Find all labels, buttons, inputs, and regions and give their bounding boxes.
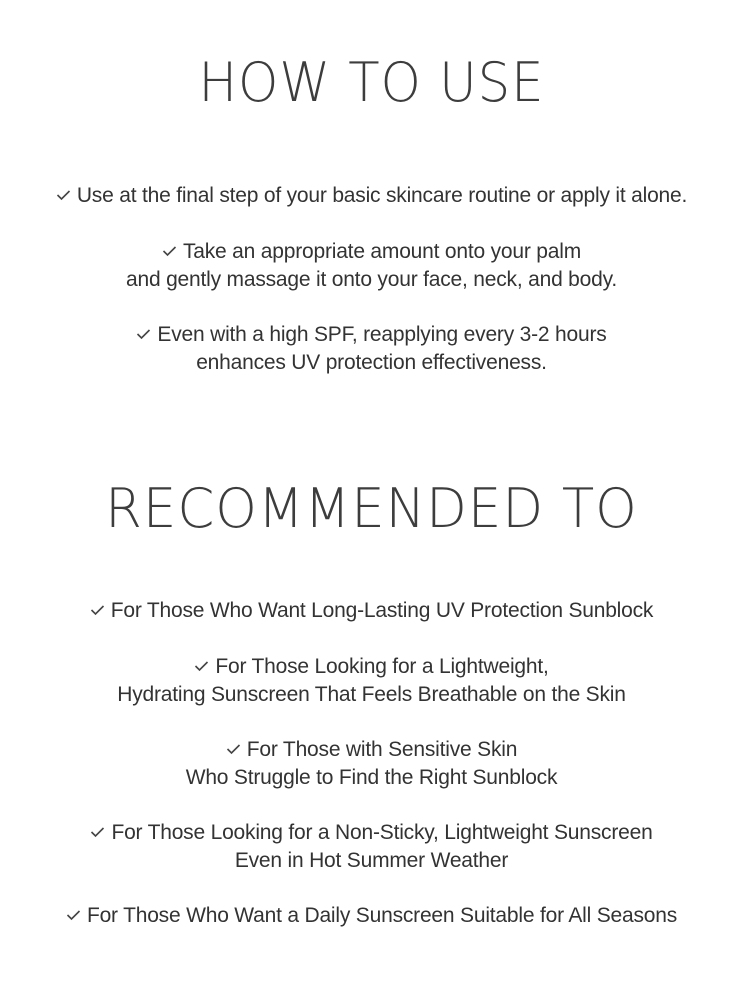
list-item-text: For Those with Sensitive Skin (246, 738, 518, 761)
how-to-use-item (0, 321, 743, 377)
list-item-line (0, 736, 743, 764)
list-item-text: Who Struggle to Find the Right Sunblock (185, 766, 558, 789)
list-item-text: Even with a high SPF, reapplying every 3-2 hours (157, 323, 607, 346)
how-to-use-item (0, 182, 743, 210)
list-item-line (0, 819, 743, 847)
list-item-text: enhances UV protection effectiveness. (196, 351, 547, 374)
checkmark-icon (226, 743, 241, 755)
list-item-text: Hydrating Sunscreen That Feels Breathable on the Skin (117, 683, 626, 706)
recommended-item (0, 597, 743, 625)
list-item-line (0, 321, 743, 349)
checkmark-icon (90, 604, 105, 616)
recommended-to-title: RECOMMENDED TO (105, 477, 638, 540)
checkmark-icon (162, 245, 177, 257)
list-item-line (0, 653, 743, 681)
checkmark-icon (66, 909, 81, 921)
list-item-line (0, 902, 743, 930)
list-item-text: For Those Looking for a Lightweight, (215, 655, 549, 678)
recommended-item (0, 653, 743, 709)
list-item-text: and gently massage it onto your face, neck, and body. (126, 268, 617, 291)
recommended-item (0, 902, 743, 930)
list-item-text: Use at the final step of your basic skincare routine or apply it alone. (76, 184, 688, 207)
list-item-text: For Those Looking for a Non-Sticky, Lightweight Sunscreen (111, 821, 653, 844)
list-item-line (0, 182, 743, 210)
how-to-use-item (0, 238, 743, 294)
how-to-use-title: HOW TO USE (198, 51, 545, 114)
list-item-text: Take an appropriate amount onto your palm (182, 240, 582, 263)
recommended-item (0, 736, 743, 792)
checkmark-icon (90, 826, 105, 838)
list-item-text: For Those Who Want Long-Lasting UV Protection Sunblock (110, 599, 654, 622)
list-item-text: Even in Hot Summer Weather (234, 849, 509, 872)
list-item-text: For Those Who Want a Daily Sunscreen Suitable for All Seasons (86, 904, 678, 927)
checkmark-icon (136, 328, 151, 340)
list-item-line (0, 238, 743, 266)
recommended-item (0, 819, 743, 875)
checkmark-icon (194, 660, 209, 672)
checkmark-icon (56, 189, 71, 201)
list-item-line (0, 597, 743, 625)
